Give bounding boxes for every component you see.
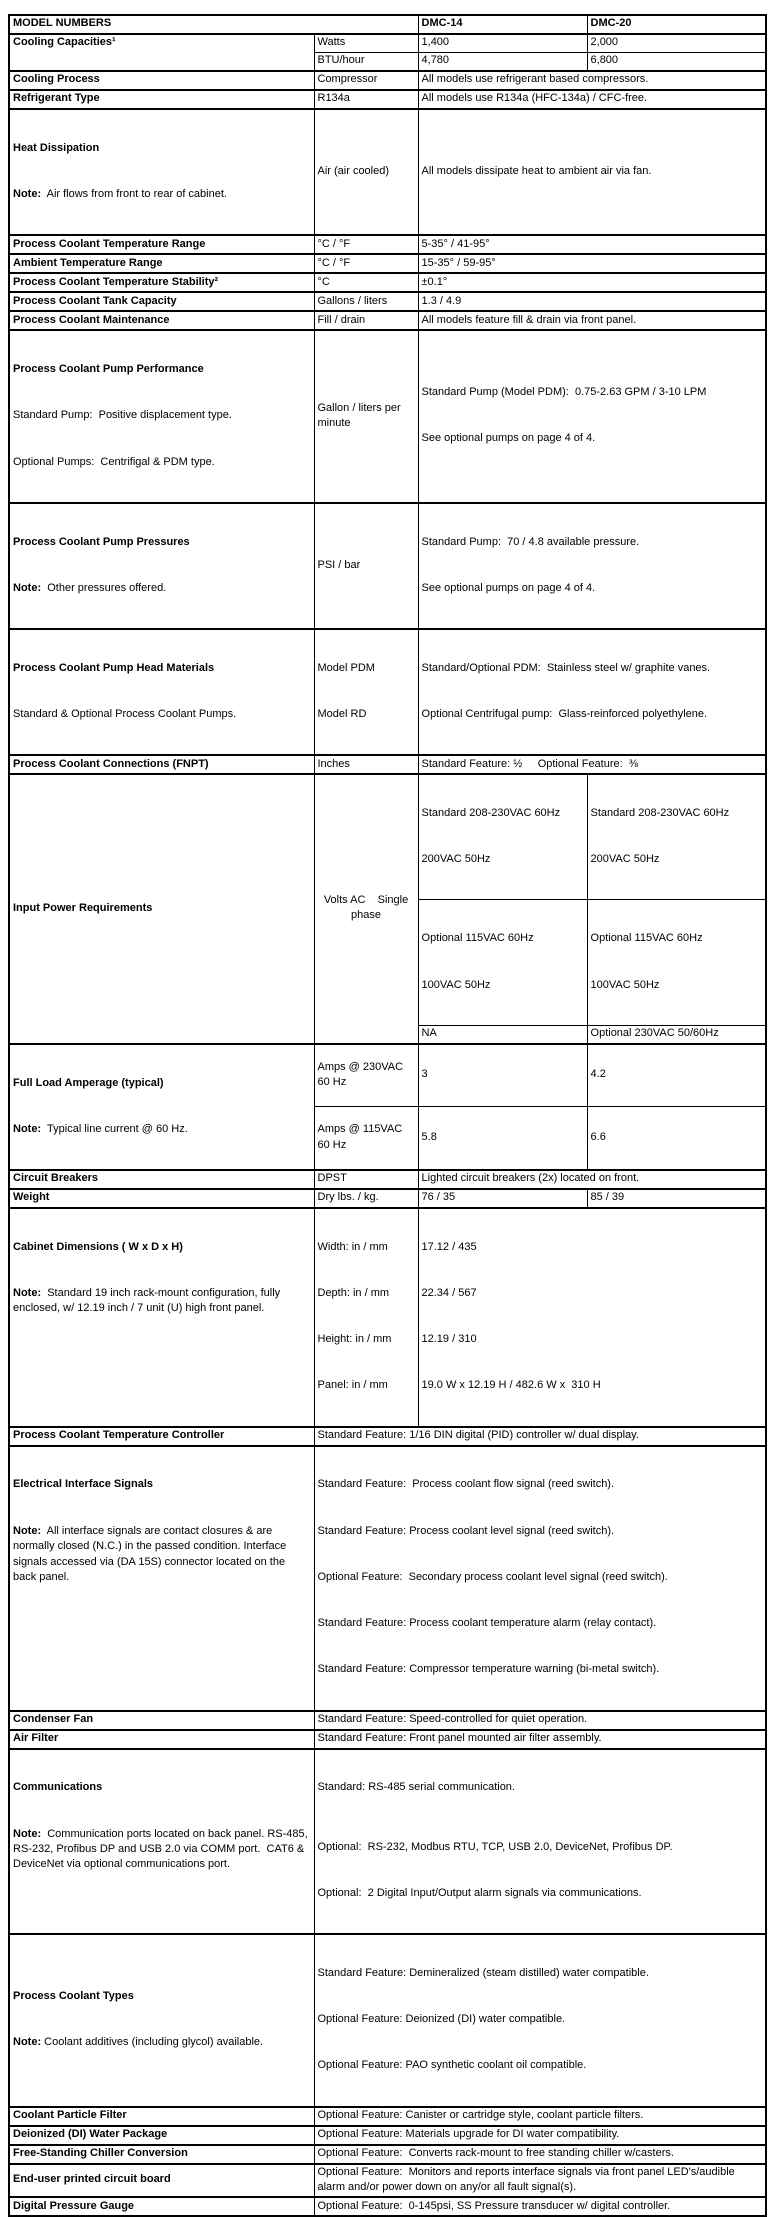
pump-pressures-value: Standard Pump: 70 / 4.8 available pressure. See optional pumps on page 4 of 4. xyxy=(418,503,766,629)
di-water-package-title: Deionized (DI) Water Package xyxy=(9,2126,314,2145)
row-maintenance xyxy=(9,311,766,330)
temp-controller-title: Process Coolant Temperature Controller xyxy=(9,1427,314,1446)
input-power-unit: Volts AC Single phase xyxy=(314,774,418,1044)
coolant-temp-range-value: 5-35° / 41-95° xyxy=(418,235,766,254)
ambient-temp-range-value: 15-35° / 59-95° xyxy=(418,254,766,273)
input-power-dmc20-optional: Optional 115VAC 60Hz 100VAC 50Hz xyxy=(587,900,766,1025)
pump-head-materials-value: Standard/Optional PDM: Stainless steel w/ graphite vanes. Optional Centrifugal pump: Glass-reinforced polyethylene. xyxy=(418,629,766,755)
connections-value: Standard Feature: ½ Optional Feature: ⅜ xyxy=(418,755,766,774)
free-standing-title: Free-Standing Chiller Conversion xyxy=(9,2145,314,2164)
cabinet-dimensions-units: Width: in / mm Depth: in / mm Height: in / mm Panel: in / mm xyxy=(314,1208,418,1427)
input-power-dmc14-na: NA xyxy=(418,1025,587,1044)
circuit-breakers-title: Circuit Breakers xyxy=(9,1170,314,1189)
pump-head-materials-title-cell xyxy=(9,629,314,755)
row-temp-controller xyxy=(9,1427,766,1446)
electrical-interface-title: Electrical Interface Signals xyxy=(13,1478,154,1491)
maintenance-unit: Fill / drain xyxy=(314,311,418,330)
row-circuit-breakers xyxy=(9,1170,766,1189)
cooling-capacities-dmc20-watts: 2,000 xyxy=(587,34,766,53)
model-dmc20-header: DMC-20 xyxy=(587,15,766,34)
row-communications xyxy=(9,1749,766,1934)
pump-pressures-unit: PSI / bar xyxy=(314,503,418,629)
row-pump-head-materials xyxy=(9,629,766,755)
pump-pressures-note: Note: Other pressures offered. xyxy=(13,581,167,594)
ambient-temp-range-title: Ambient Temperature Range xyxy=(9,254,314,273)
maintenance-value: All models feature fill & drain via front panel. xyxy=(418,311,766,330)
connections-unit: Inches xyxy=(314,755,418,774)
cooling-capacities-title: Cooling Capacities¹ xyxy=(9,34,314,71)
refrigerant-type-title: Refrigerant Type xyxy=(9,90,314,109)
row-di-water-package xyxy=(9,2126,766,2145)
cooling-capacities-dmc14-btu: 4,780 xyxy=(418,53,587,72)
row-cooling-process xyxy=(9,71,766,90)
circuit-breakers-unit: DPST xyxy=(314,1170,418,1189)
input-power-dmc14-standard: Standard 208-230VAC 60Hz 200VAC 50Hz xyxy=(418,774,587,900)
full-load-dmc20-115: 6.6 xyxy=(587,1107,766,1170)
row-ambient-temp-range xyxy=(9,254,766,273)
weight-dmc14: 76 / 35 xyxy=(418,1189,587,1208)
pressure-gauge-value: Optional Feature: 0-145psi, SS Pressure transducer w/ digital controller. xyxy=(314,2197,766,2216)
row-temp-stability xyxy=(9,273,766,292)
heat-dissipation-value: All models dissipate heat to ambient air via fan. xyxy=(418,109,766,235)
row-pump-performance xyxy=(9,330,766,502)
row-connections xyxy=(9,755,766,774)
cabinet-dimensions-title: Cabinet Dimensions ( W x D x H) xyxy=(13,1240,183,1253)
temp-controller-value: Standard Feature: 1/16 DIN digital (PID) controller w/ dual display. xyxy=(314,1427,766,1446)
coolant-temp-range-title: Process Coolant Temperature Range xyxy=(9,235,314,254)
cabinet-dimensions-title-cell xyxy=(9,1208,314,1427)
pump-head-materials-line2: Standard & Optional Process Coolant Pumps. xyxy=(13,708,237,720)
row-coolant-types xyxy=(9,1934,766,2106)
circuit-breakers-value: Lighted circuit breakers (2x) located on front. xyxy=(418,1170,766,1189)
free-standing-value: Optional Feature: Converts rack-mount to free standing chiller w/casters. xyxy=(314,2145,766,2164)
pump-performance-title-cell xyxy=(9,330,314,502)
row-weight xyxy=(9,1189,766,1208)
ambient-temp-range-unit: °C / °F xyxy=(314,254,418,273)
row-pump-pressures xyxy=(9,503,766,629)
cooling-capacities-unit-btu: BTU/hour xyxy=(314,53,418,72)
heat-dissipation-unit: Air (air cooled) xyxy=(314,109,418,235)
cabinet-dimensions-values: 17.12 / 435 22.34 / 567 12.19 / 310 19.0 W x 12.19 H / 482.6 W x 310 H xyxy=(418,1208,766,1427)
weight-dmc20: 85 / 39 xyxy=(587,1189,766,1208)
row-heat-dissipation xyxy=(9,109,766,235)
end-user-pcb-title: End-user printed circuit board xyxy=(9,2164,314,2198)
full-load-note: Note: Typical line current @ 60 Hz. xyxy=(13,1122,188,1135)
cooling-capacities-dmc20-btu: 6,800 xyxy=(587,53,766,72)
heat-dissipation-title: Heat Dissipation xyxy=(13,141,100,154)
row-coolant-temp-range xyxy=(9,235,766,254)
full-load-title-cell xyxy=(9,1044,314,1170)
pressure-gauge-title: Digital Pressure Gauge xyxy=(9,2197,314,2216)
weight-unit: Dry lbs. / kg. xyxy=(314,1189,418,1208)
coolant-types-title-cell xyxy=(9,1934,314,2106)
row-particle-filter xyxy=(9,2107,766,2126)
communications-note: Note: Communication ports located on back panel. RS-485, RS-232, Profibus DP and USB 2.0 via COMM port. CAT6 & DeviceNet via optional communications port. xyxy=(13,1827,311,1871)
communications-title: Communications xyxy=(13,1781,103,1794)
coolant-temp-range-unit: °C / °F xyxy=(314,235,418,254)
pump-performance-value: Standard Pump (Model PDM): 0.75-2.63 GPM / 3-10 LPM See optional pumps on page 4 of 4. xyxy=(418,330,766,502)
temp-stability-unit: °C xyxy=(314,273,418,292)
row-model-numbers xyxy=(9,15,766,34)
cooling-process-title: Cooling Process xyxy=(9,71,314,90)
full-load-dmc14-115: 5.8 xyxy=(418,1107,587,1170)
row-cooling-capacities-watts xyxy=(9,34,766,53)
row-cabinet-dimensions xyxy=(9,1208,766,1427)
input-power-dmc20-standard: Standard 208-230VAC 60Hz 200VAC 50Hz xyxy=(587,774,766,900)
temp-stability-value: ±0.1° xyxy=(418,273,766,292)
temp-stability-title: Process Coolant Temperature Stability² xyxy=(9,273,314,292)
condenser-fan-title: Condenser Fan xyxy=(9,1711,314,1730)
condenser-fan-value: Standard Feature: Speed-controlled for quiet operation. xyxy=(314,1711,766,1730)
electrical-interface-title-cell xyxy=(9,1446,314,1711)
row-full-load-230 xyxy=(9,1044,766,1107)
row-refrigerant-type xyxy=(9,90,766,109)
di-water-package-value: Optional Feature: Materials upgrade for DI water compatibility. xyxy=(314,2126,766,2145)
electrical-interface-features: Standard Feature: Process coolant flow signal (reed switch). Standard Feature: Process coolant level signal (reed switch). Optional Feature: Secondary process coolant level signal (reed switch). Standard Feature: Process coolant temperature alarm (relay contact). Standard Feature: Compressor temperature warning (bi-metal switch). xyxy=(314,1446,766,1711)
air-filter-title: Air Filter xyxy=(9,1730,314,1749)
cooling-capacities-unit-watts: Watts xyxy=(314,34,418,53)
model-dmc14-header: DMC-14 xyxy=(418,15,587,34)
cooling-capacities-dmc14-watts: 1,400 xyxy=(418,34,587,53)
pump-performance-line3: Optional Pumps: Centrifigal & PDM type. xyxy=(13,455,215,468)
pump-performance-unit: Gallon / liters per minute xyxy=(314,330,418,502)
pump-performance-line2: Standard Pump: Positive displacement type. xyxy=(13,409,232,422)
connections-title: Process Coolant Connections (FNPT) xyxy=(9,755,314,774)
air-filter-value: Standard Feature: Front panel mounted air filter assembly. xyxy=(314,1730,766,1749)
row-end-user-pcb xyxy=(9,2164,766,2198)
heat-dissipation-title-cell xyxy=(9,109,314,235)
coolant-types-features: Standard Feature: Demineralized (steam distilled) water compatible. Optional Feature: Deionized (DI) water compatible. Optional Feature: PAO synthetic coolant oil compatible. xyxy=(314,1934,766,2106)
weight-title: Weight xyxy=(9,1189,314,1208)
full-load-dmc20-230: 4.2 xyxy=(587,1044,766,1107)
row-tank-capacity xyxy=(9,292,766,311)
pump-head-materials-title: Process Coolant Pump Head Materials xyxy=(13,661,215,674)
full-load-title: Full Load Amperage (typical) xyxy=(13,1076,164,1089)
pump-pressures-title-cell xyxy=(9,503,314,629)
input-power-title: Input Power Requirements xyxy=(9,774,314,1044)
tank-capacity-title: Process Coolant Tank Capacity xyxy=(9,292,314,311)
communications-features: Standard: RS-485 serial communication. Optional: RS-232, Modbus RTU, TCP, USB 2.0, DeviceNet, Profibus DP. Optional: 2 Digital Input/Output alarm signals via communications. xyxy=(314,1749,766,1934)
input-power-dmc14-optional: Optional 115VAC 60Hz 100VAC 50Hz xyxy=(418,900,587,1025)
model-numbers-label: MODEL NUMBERS xyxy=(9,15,418,34)
end-user-pcb-value: Optional Feature: Monitors and reports interface signals via front panel LED's/audible alarm and/or power down on any/or all fault signal(s). xyxy=(314,2164,766,2198)
coolant-types-note: Note: Coolant additives (including glycol) available. xyxy=(13,2036,264,2049)
heat-dissipation-note: Note: Air flows from front to rear of cabinet. xyxy=(13,188,227,201)
cooling-process-unit: Compressor xyxy=(314,71,418,90)
cabinet-dimensions-note: Note: Standard 19 inch rack-mount configuration, fully enclosed, w/ 12.19 inch / 7 unit (U) high front panel. xyxy=(13,1287,284,1315)
refrigerant-type-value: All models use R134a (HFC-134a) / CFC-free. xyxy=(418,90,766,109)
tank-capacity-unit: Gallons / liters xyxy=(314,292,418,311)
full-load-unit-230: Amps @ 230VAC 60 Hz xyxy=(314,1044,418,1107)
communications-title-cell xyxy=(9,1749,314,1934)
input-power-dmc20-230vac: Optional 230VAC 50/60Hz xyxy=(587,1025,766,1044)
pump-performance-title: Process Coolant Pump Performance xyxy=(13,363,204,376)
maintenance-title: Process Coolant Maintenance xyxy=(9,311,314,330)
full-load-dmc14-230: 3 xyxy=(418,1044,587,1107)
pump-head-materials-unit: Model PDM Model RD xyxy=(314,629,418,755)
tank-capacity-value: 1.3 / 4.9 xyxy=(418,292,766,311)
refrigerant-type-unit: R134a xyxy=(314,90,418,109)
row-pressure-gauge xyxy=(9,2197,766,2216)
row-air-filter xyxy=(9,1730,766,1749)
row-free-standing xyxy=(9,2145,766,2164)
row-input-power-sub1 xyxy=(9,774,766,900)
particle-filter-title: Coolant Particle Filter xyxy=(9,2107,314,2126)
particle-filter-value: Optional Feature: Canister or cartridge style, coolant particle filters. xyxy=(314,2107,766,2126)
full-load-unit-115: Amps @ 115VAC 60 Hz xyxy=(314,1107,418,1170)
row-electrical-interface xyxy=(9,1446,766,1711)
row-condenser-fan xyxy=(9,1711,766,1730)
spec-table xyxy=(8,14,767,2217)
electrical-interface-note: Note: All interface signals are contact closures & are normally closed (N.C.) in the passed condition. Interface signals accessed via (DA 15S) connector located on the back panel. xyxy=(13,1524,290,1583)
cooling-process-value: All models use refrigerant based compressors. xyxy=(418,71,766,90)
pump-pressures-title: Process Coolant Pump Pressures xyxy=(13,535,190,548)
coolant-types-title: Process Coolant Types xyxy=(13,1989,134,2002)
